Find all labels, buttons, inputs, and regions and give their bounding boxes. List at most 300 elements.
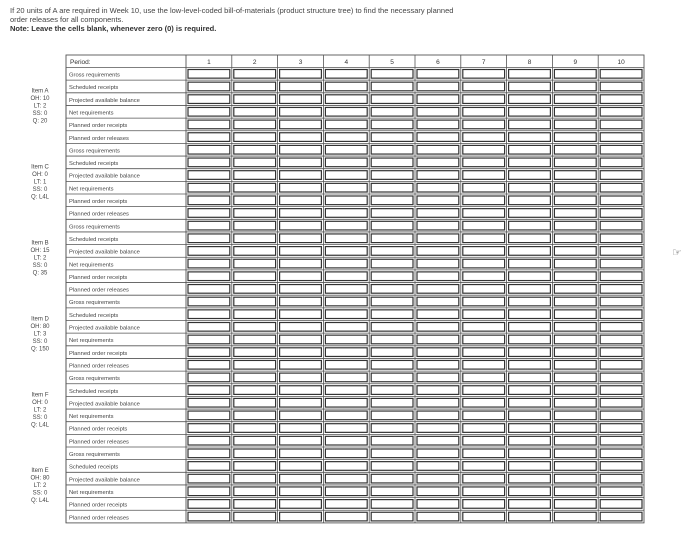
input-cell[interactable] xyxy=(600,487,642,496)
input-cell[interactable] xyxy=(371,487,413,496)
input-cell[interactable] xyxy=(417,500,459,509)
input-cell[interactable] xyxy=(509,310,551,319)
input-cell[interactable] xyxy=(509,297,551,306)
input-cell[interactable] xyxy=(371,196,413,205)
input-cell[interactable] xyxy=(280,310,322,319)
input-cell[interactable] xyxy=(600,285,642,294)
input-cell[interactable] xyxy=(325,259,367,268)
input-cell[interactable] xyxy=(280,297,322,306)
input-cell[interactable] xyxy=(600,272,642,281)
input-cell[interactable] xyxy=(509,512,551,521)
input-cell[interactable] xyxy=(600,348,642,357)
input-cell[interactable] xyxy=(463,386,505,395)
input-cell[interactable] xyxy=(234,436,276,445)
input-cell[interactable] xyxy=(554,348,596,357)
input-cell[interactable] xyxy=(280,209,322,218)
input-cell[interactable] xyxy=(371,449,413,458)
input-cell[interactable] xyxy=(280,335,322,344)
input-cell[interactable] xyxy=(417,171,459,180)
input-cell[interactable] xyxy=(600,398,642,407)
input-cell[interactable] xyxy=(554,512,596,521)
input-cell[interactable] xyxy=(509,145,551,154)
input-cell[interactable] xyxy=(554,209,596,218)
input-cell[interactable] xyxy=(234,196,276,205)
input-cell[interactable] xyxy=(463,297,505,306)
input-cell[interactable] xyxy=(371,436,413,445)
input-cell[interactable] xyxy=(509,398,551,407)
input-cell[interactable] xyxy=(600,259,642,268)
input-cell[interactable] xyxy=(600,183,642,192)
input-cell[interactable] xyxy=(371,335,413,344)
input-cell[interactable] xyxy=(509,462,551,471)
input-cell[interactable] xyxy=(554,436,596,445)
input-cell[interactable] xyxy=(234,272,276,281)
input-cell[interactable] xyxy=(234,70,276,79)
input-cell[interactable] xyxy=(280,411,322,420)
input-cell[interactable] xyxy=(554,323,596,332)
input-cell[interactable] xyxy=(234,133,276,142)
input-cell[interactable] xyxy=(234,487,276,496)
input-cell[interactable] xyxy=(371,259,413,268)
input-cell[interactable] xyxy=(554,500,596,509)
input-cell[interactable] xyxy=(417,133,459,142)
input-cell[interactable] xyxy=(600,70,642,79)
input-cell[interactable] xyxy=(280,158,322,167)
input-cell[interactable] xyxy=(509,411,551,420)
input-cell[interactable] xyxy=(325,500,367,509)
input-cell[interactable] xyxy=(188,209,230,218)
input-cell[interactable] xyxy=(509,424,551,433)
input-cell[interactable] xyxy=(280,82,322,91)
input-cell[interactable] xyxy=(417,272,459,281)
input-cell[interactable] xyxy=(234,323,276,332)
input-cell[interactable] xyxy=(371,360,413,369)
input-cell[interactable] xyxy=(280,436,322,445)
input-cell[interactable] xyxy=(554,310,596,319)
input-cell[interactable] xyxy=(554,196,596,205)
input-cell[interactable] xyxy=(509,500,551,509)
input-cell[interactable] xyxy=(188,386,230,395)
input-cell[interactable] xyxy=(234,348,276,357)
input-cell[interactable] xyxy=(325,462,367,471)
input-cell[interactable] xyxy=(509,82,551,91)
input-cell[interactable] xyxy=(325,323,367,332)
input-cell[interactable] xyxy=(234,449,276,458)
input-cell[interactable] xyxy=(325,386,367,395)
input-cell[interactable] xyxy=(325,171,367,180)
input-cell[interactable] xyxy=(325,487,367,496)
input-cell[interactable] xyxy=(600,120,642,129)
input-cell[interactable] xyxy=(280,285,322,294)
input-cell[interactable] xyxy=(234,234,276,243)
input-cell[interactable] xyxy=(417,196,459,205)
input-cell[interactable] xyxy=(554,183,596,192)
input-cell[interactable] xyxy=(463,411,505,420)
input-cell[interactable] xyxy=(234,145,276,154)
input-cell[interactable] xyxy=(509,107,551,116)
input-cell[interactable] xyxy=(417,487,459,496)
input-cell[interactable] xyxy=(463,120,505,129)
input-cell[interactable] xyxy=(417,474,459,483)
input-cell[interactable] xyxy=(417,259,459,268)
input-cell[interactable] xyxy=(554,221,596,230)
input-cell[interactable] xyxy=(188,196,230,205)
input-cell[interactable] xyxy=(234,297,276,306)
input-cell[interactable] xyxy=(325,158,367,167)
input-cell[interactable] xyxy=(463,82,505,91)
input-cell[interactable] xyxy=(188,373,230,382)
input-cell[interactable] xyxy=(325,183,367,192)
input-cell[interactable] xyxy=(188,474,230,483)
input-cell[interactable] xyxy=(371,70,413,79)
input-cell[interactable] xyxy=(188,145,230,154)
input-cell[interactable] xyxy=(371,82,413,91)
input-cell[interactable] xyxy=(509,487,551,496)
input-cell[interactable] xyxy=(188,70,230,79)
input-cell[interactable] xyxy=(463,398,505,407)
input-cell[interactable] xyxy=(188,171,230,180)
input-cell[interactable] xyxy=(280,348,322,357)
input-cell[interactable] xyxy=(234,500,276,509)
input-cell[interactable] xyxy=(463,500,505,509)
input-cell[interactable] xyxy=(600,145,642,154)
input-cell[interactable] xyxy=(463,247,505,256)
input-cell[interactable] xyxy=(188,462,230,471)
input-cell[interactable] xyxy=(371,171,413,180)
input-cell[interactable] xyxy=(600,462,642,471)
input-cell[interactable] xyxy=(371,462,413,471)
input-cell[interactable] xyxy=(188,107,230,116)
input-cell[interactable] xyxy=(509,234,551,243)
input-cell[interactable] xyxy=(509,386,551,395)
input-cell[interactable] xyxy=(600,500,642,509)
input-cell[interactable] xyxy=(188,512,230,521)
input-cell[interactable] xyxy=(600,386,642,395)
input-cell[interactable] xyxy=(554,285,596,294)
input-cell[interactable] xyxy=(554,462,596,471)
input-cell[interactable] xyxy=(463,145,505,154)
input-cell[interactable] xyxy=(554,259,596,268)
input-cell[interactable] xyxy=(188,272,230,281)
input-cell[interactable] xyxy=(554,107,596,116)
input-cell[interactable] xyxy=(280,323,322,332)
input-cell[interactable] xyxy=(188,323,230,332)
input-cell[interactable] xyxy=(280,171,322,180)
input-cell[interactable] xyxy=(188,487,230,496)
input-cell[interactable] xyxy=(325,133,367,142)
input-cell[interactable] xyxy=(463,171,505,180)
input-cell[interactable] xyxy=(600,474,642,483)
input-cell[interactable] xyxy=(463,335,505,344)
input-cell[interactable] xyxy=(417,424,459,433)
input-cell[interactable] xyxy=(280,234,322,243)
input-cell[interactable] xyxy=(554,247,596,256)
input-cell[interactable] xyxy=(325,474,367,483)
input-cell[interactable] xyxy=(234,95,276,104)
input-cell[interactable] xyxy=(417,310,459,319)
input-cell[interactable] xyxy=(371,323,413,332)
input-cell[interactable] xyxy=(554,335,596,344)
input-cell[interactable] xyxy=(554,411,596,420)
input-cell[interactable] xyxy=(600,158,642,167)
input-cell[interactable] xyxy=(371,424,413,433)
input-cell[interactable] xyxy=(280,196,322,205)
input-cell[interactable] xyxy=(417,373,459,382)
input-cell[interactable] xyxy=(234,424,276,433)
input-cell[interactable] xyxy=(325,373,367,382)
input-cell[interactable] xyxy=(188,259,230,268)
input-cell[interactable] xyxy=(234,335,276,344)
input-cell[interactable] xyxy=(554,145,596,154)
input-cell[interactable] xyxy=(325,335,367,344)
input-cell[interactable] xyxy=(509,133,551,142)
input-cell[interactable] xyxy=(371,398,413,407)
input-cell[interactable] xyxy=(509,70,551,79)
input-cell[interactable] xyxy=(188,285,230,294)
input-cell[interactable] xyxy=(463,158,505,167)
input-cell[interactable] xyxy=(325,95,367,104)
input-cell[interactable] xyxy=(554,386,596,395)
input-cell[interactable] xyxy=(234,183,276,192)
input-cell[interactable] xyxy=(280,221,322,230)
input-cell[interactable] xyxy=(188,234,230,243)
input-cell[interactable] xyxy=(463,310,505,319)
input-cell[interactable] xyxy=(463,424,505,433)
input-cell[interactable] xyxy=(554,398,596,407)
input-cell[interactable] xyxy=(463,133,505,142)
input-cell[interactable] xyxy=(509,272,551,281)
input-cell[interactable] xyxy=(188,500,230,509)
input-cell[interactable] xyxy=(600,310,642,319)
input-cell[interactable] xyxy=(509,95,551,104)
input-cell[interactable] xyxy=(463,462,505,471)
input-cell[interactable] xyxy=(600,411,642,420)
input-cell[interactable] xyxy=(280,462,322,471)
input-cell[interactable] xyxy=(371,373,413,382)
input-cell[interactable] xyxy=(325,82,367,91)
input-cell[interactable] xyxy=(417,82,459,91)
input-cell[interactable] xyxy=(371,95,413,104)
input-cell[interactable] xyxy=(417,449,459,458)
input-cell[interactable] xyxy=(371,133,413,142)
input-cell[interactable] xyxy=(234,107,276,116)
input-cell[interactable] xyxy=(600,196,642,205)
input-cell[interactable] xyxy=(371,107,413,116)
input-cell[interactable] xyxy=(554,234,596,243)
input-cell[interactable] xyxy=(509,285,551,294)
input-cell[interactable] xyxy=(417,386,459,395)
input-cell[interactable] xyxy=(463,183,505,192)
input-cell[interactable] xyxy=(234,474,276,483)
input-cell[interactable] xyxy=(234,221,276,230)
input-cell[interactable] xyxy=(188,360,230,369)
input-cell[interactable] xyxy=(417,512,459,521)
input-cell[interactable] xyxy=(417,145,459,154)
input-cell[interactable] xyxy=(417,95,459,104)
input-cell[interactable] xyxy=(234,386,276,395)
input-cell[interactable] xyxy=(417,348,459,357)
input-cell[interactable] xyxy=(371,120,413,129)
input-cell[interactable] xyxy=(417,221,459,230)
input-cell[interactable] xyxy=(417,335,459,344)
input-cell[interactable] xyxy=(188,449,230,458)
input-cell[interactable] xyxy=(554,474,596,483)
input-cell[interactable] xyxy=(463,323,505,332)
input-cell[interactable] xyxy=(463,70,505,79)
input-cell[interactable] xyxy=(188,411,230,420)
input-cell[interactable] xyxy=(280,474,322,483)
input-cell[interactable] xyxy=(371,145,413,154)
input-cell[interactable] xyxy=(325,348,367,357)
input-cell[interactable] xyxy=(234,171,276,180)
input-cell[interactable] xyxy=(325,512,367,521)
input-cell[interactable] xyxy=(280,360,322,369)
input-cell[interactable] xyxy=(371,272,413,281)
input-cell[interactable] xyxy=(509,221,551,230)
input-cell[interactable] xyxy=(280,512,322,521)
input-cell[interactable] xyxy=(325,285,367,294)
input-cell[interactable] xyxy=(509,209,551,218)
input-cell[interactable] xyxy=(325,449,367,458)
input-cell[interactable] xyxy=(188,95,230,104)
input-cell[interactable] xyxy=(280,487,322,496)
input-cell[interactable] xyxy=(325,196,367,205)
input-cell[interactable] xyxy=(280,247,322,256)
input-cell[interactable] xyxy=(600,424,642,433)
input-cell[interactable] xyxy=(188,221,230,230)
input-cell[interactable] xyxy=(234,411,276,420)
input-cell[interactable] xyxy=(417,285,459,294)
input-cell[interactable] xyxy=(554,449,596,458)
input-cell[interactable] xyxy=(234,512,276,521)
input-cell[interactable] xyxy=(463,373,505,382)
input-cell[interactable] xyxy=(554,95,596,104)
input-cell[interactable] xyxy=(509,183,551,192)
input-cell[interactable] xyxy=(325,310,367,319)
input-cell[interactable] xyxy=(325,411,367,420)
input-cell[interactable] xyxy=(600,436,642,445)
input-cell[interactable] xyxy=(509,335,551,344)
input-cell[interactable] xyxy=(188,297,230,306)
input-cell[interactable] xyxy=(600,449,642,458)
input-cell[interactable] xyxy=(554,424,596,433)
input-cell[interactable] xyxy=(463,196,505,205)
input-cell[interactable] xyxy=(280,133,322,142)
input-cell[interactable] xyxy=(463,209,505,218)
input-cell[interactable] xyxy=(417,323,459,332)
input-cell[interactable] xyxy=(463,95,505,104)
input-cell[interactable] xyxy=(188,398,230,407)
input-cell[interactable] xyxy=(509,348,551,357)
input-cell[interactable] xyxy=(280,183,322,192)
input-cell[interactable] xyxy=(188,310,230,319)
input-cell[interactable] xyxy=(554,158,596,167)
input-cell[interactable] xyxy=(325,297,367,306)
input-cell[interactable] xyxy=(188,247,230,256)
input-cell[interactable] xyxy=(417,297,459,306)
input-cell[interactable] xyxy=(280,145,322,154)
input-cell[interactable] xyxy=(600,95,642,104)
input-cell[interactable] xyxy=(234,247,276,256)
input-cell[interactable] xyxy=(463,272,505,281)
input-cell[interactable] xyxy=(280,500,322,509)
input-cell[interactable] xyxy=(234,310,276,319)
input-cell[interactable] xyxy=(417,107,459,116)
input-cell[interactable] xyxy=(463,259,505,268)
input-cell[interactable] xyxy=(463,285,505,294)
input-cell[interactable] xyxy=(234,285,276,294)
input-cell[interactable] xyxy=(280,272,322,281)
input-cell[interactable] xyxy=(234,259,276,268)
input-cell[interactable] xyxy=(188,133,230,142)
input-cell[interactable] xyxy=(600,512,642,521)
input-cell[interactable] xyxy=(188,82,230,91)
input-cell[interactable] xyxy=(554,70,596,79)
input-cell[interactable] xyxy=(234,360,276,369)
input-cell[interactable] xyxy=(234,373,276,382)
input-cell[interactable] xyxy=(371,474,413,483)
input-cell[interactable] xyxy=(325,247,367,256)
input-cell[interactable] xyxy=(188,424,230,433)
input-cell[interactable] xyxy=(371,221,413,230)
input-cell[interactable] xyxy=(509,259,551,268)
input-cell[interactable] xyxy=(280,398,322,407)
input-cell[interactable] xyxy=(600,209,642,218)
input-cell[interactable] xyxy=(463,449,505,458)
input-cell[interactable] xyxy=(554,373,596,382)
input-cell[interactable] xyxy=(600,360,642,369)
input-cell[interactable] xyxy=(600,82,642,91)
input-cell[interactable] xyxy=(509,373,551,382)
input-cell[interactable] xyxy=(325,107,367,116)
input-cell[interactable] xyxy=(509,247,551,256)
input-cell[interactable] xyxy=(554,82,596,91)
input-cell[interactable] xyxy=(554,360,596,369)
input-cell[interactable] xyxy=(188,348,230,357)
input-cell[interactable] xyxy=(600,335,642,344)
input-cell[interactable] xyxy=(417,247,459,256)
input-cell[interactable] xyxy=(280,424,322,433)
input-cell[interactable] xyxy=(554,297,596,306)
input-cell[interactable] xyxy=(280,259,322,268)
input-cell[interactable] xyxy=(325,234,367,243)
input-cell[interactable] xyxy=(417,209,459,218)
input-cell[interactable] xyxy=(417,436,459,445)
input-cell[interactable] xyxy=(509,171,551,180)
input-cell[interactable] xyxy=(463,436,505,445)
input-cell[interactable] xyxy=(600,247,642,256)
input-cell[interactable] xyxy=(325,436,367,445)
input-cell[interactable] xyxy=(188,183,230,192)
input-cell[interactable] xyxy=(371,247,413,256)
input-cell[interactable] xyxy=(509,474,551,483)
input-cell[interactable] xyxy=(417,360,459,369)
input-cell[interactable] xyxy=(234,82,276,91)
input-cell[interactable] xyxy=(188,335,230,344)
input-cell[interactable] xyxy=(509,360,551,369)
input-cell[interactable] xyxy=(280,386,322,395)
input-cell[interactable] xyxy=(554,133,596,142)
input-cell[interactable] xyxy=(280,120,322,129)
input-cell[interactable] xyxy=(463,487,505,496)
input-cell[interactable] xyxy=(417,234,459,243)
input-cell[interactable] xyxy=(188,436,230,445)
input-cell[interactable] xyxy=(417,183,459,192)
input-cell[interactable] xyxy=(325,209,367,218)
input-cell[interactable] xyxy=(371,183,413,192)
input-cell[interactable] xyxy=(509,158,551,167)
input-cell[interactable] xyxy=(463,107,505,116)
